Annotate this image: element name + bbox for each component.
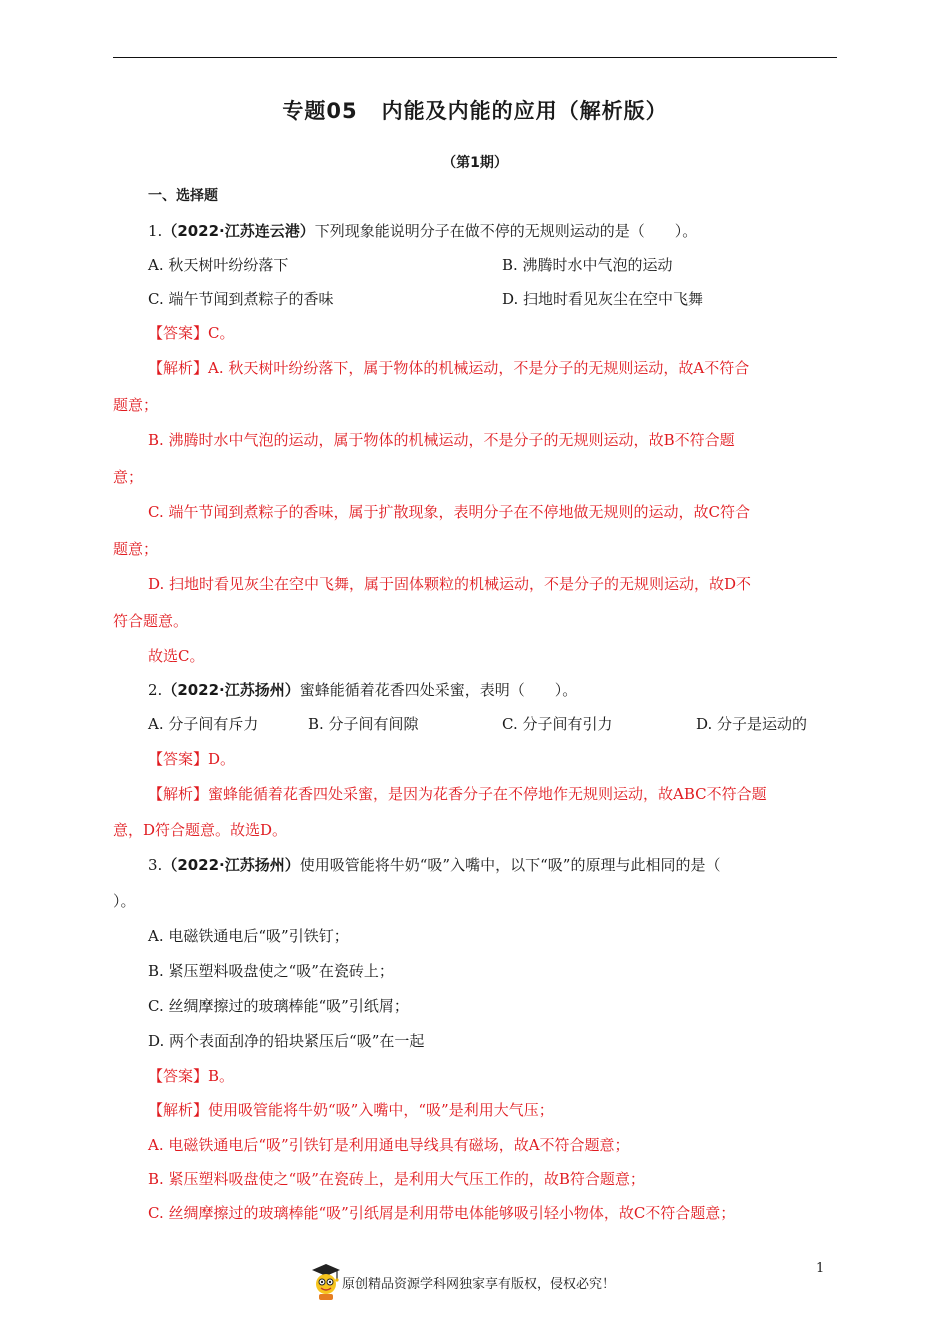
section-heading: 一、选择题 — [148, 188, 218, 204]
q1-analysis-line-3: B. 沸腾时水中气泡的运动，属于物体的机械运动，不是分子的无规则运动，故B不符合题 — [148, 431, 735, 449]
question-source: （2022·江苏扬州） — [162, 856, 300, 874]
q1-analysis-line-8: 符合题意。 — [113, 612, 189, 630]
title-topic-number: 专题05 — [282, 99, 358, 123]
q2-option-b: B. 分子间有间隙 — [308, 715, 419, 733]
question-1-stem: 1.（2022·江苏连云港）下列现象能说明分子在做不停的无规则运动的是（ ）。 — [148, 222, 698, 240]
q2-option-d: D. 分子是运动的 — [696, 715, 808, 733]
q2-option-c: C. 分子间有引力 — [502, 715, 613, 733]
q1-option-a: A. 秋天树叶纷纷落下 — [148, 256, 289, 274]
question-source: （2022·江苏扬州） — [162, 681, 300, 699]
question-source: （2022·江苏连云港） — [162, 222, 315, 240]
q3-option-d: D. 两个表面刮净的铅块紧压后“吸”在一起 — [148, 1032, 425, 1050]
scholar-mascot-icon — [311, 1262, 341, 1302]
question-3-stem-line-2: ）。 — [113, 892, 136, 910]
q1-analysis-line-4: 意； — [113, 468, 144, 486]
q1-answer: 【答案】C。 — [148, 324, 235, 342]
q1-option-c: C. 端午节闻到煮粽子的香味 — [148, 290, 334, 308]
title-topic-name: 内能及内能的应用（解析版） — [381, 99, 668, 123]
q3-answer: 【答案】B。 — [148, 1067, 235, 1085]
page-title — [0, 95, 950, 125]
q3-analysis-line-3: B. 紧压塑料吸盘使之“吸”在瓷砖上，是利用大气压工作的，故B符合题意； — [148, 1170, 645, 1188]
q1-conclusion: 故选C。 — [148, 647, 205, 665]
q2-answer: 【答案】D。 — [148, 750, 236, 768]
q1-analysis-line-7: D. 扫地时看见灰尘在空中飞舞，属于固体颗粒的机械运动，不是分子的无规则运动，故D不 — [148, 575, 752, 593]
q3-option-c: C. 丝绸摩擦过的玻璃棒能“吸”引纸屑； — [148, 997, 409, 1015]
question-3-stem: 3.（2022·江苏扬州）使用吸管能将牛奶“吸”入嘴中，以下“吸”的原理与此相同的是（ — [148, 856, 721, 874]
page-number: 1 — [816, 1261, 825, 1276]
q1-analysis-line-2: 题意； — [113, 396, 159, 414]
q2-option-a: A. 分子间有斥力 — [148, 715, 259, 733]
q1-analysis-line-1: 【解析】A. 秋天树叶纷纷落下，属于物体的机械运动，不是分子的无规则运动，故A不符合 — [148, 359, 750, 377]
copyright-notice: 原创精品资源学科网独家享有版权，侵权必究！ — [342, 1277, 616, 1292]
q1-analysis-line-6: 题意； — [113, 540, 159, 558]
q3-option-a: A. 电磁铁通电后“吸”引铁钉； — [148, 927, 349, 945]
issue-label: （第1期） — [442, 155, 508, 171]
q2-analysis-line-2: 意，D符合题意。故选D。 — [113, 821, 288, 839]
q1-option-b: B. 沸腾时水中气泡的运动 — [502, 256, 673, 274]
q3-option-b: B. 紧压塑料吸盘使之“吸”在瓷砖上； — [148, 962, 394, 980]
question-2-stem: 2.（2022·江苏扬州）蜜蜂能循着花香四处采蜜，表明（ ）。 — [148, 681, 578, 699]
header-rule — [113, 57, 837, 58]
q2-analysis-line-1: 【解析】蜜蜂能循着花香四处采蜜，是因为花香分子在不停地作无规则运动，故ABC不符合题 — [148, 785, 767, 803]
q3-analysis-line-4: C. 丝绸摩擦过的玻璃棒能“吸”引纸屑是利用带电体能够吸引轻小物体，故C不符合题意； — [148, 1204, 736, 1222]
q3-analysis-line-1: 【解析】使用吸管能将牛奶“吸”入嘴中，“吸”是利用大气压； — [148, 1101, 554, 1119]
q1-analysis-line-5: C. 端午节闻到煮粽子的香味，属于扩散现象，表明分子在不停地做无规则的运动，故C符合 — [148, 503, 750, 521]
q1-option-d: D. 扫地时看见灰尘在空中飞舞 — [502, 290, 704, 308]
q3-analysis-line-2: A. 电磁铁通电后“吸”引铁钉是利用通电导线具有磁场，故A不符合题意； — [148, 1136, 630, 1154]
